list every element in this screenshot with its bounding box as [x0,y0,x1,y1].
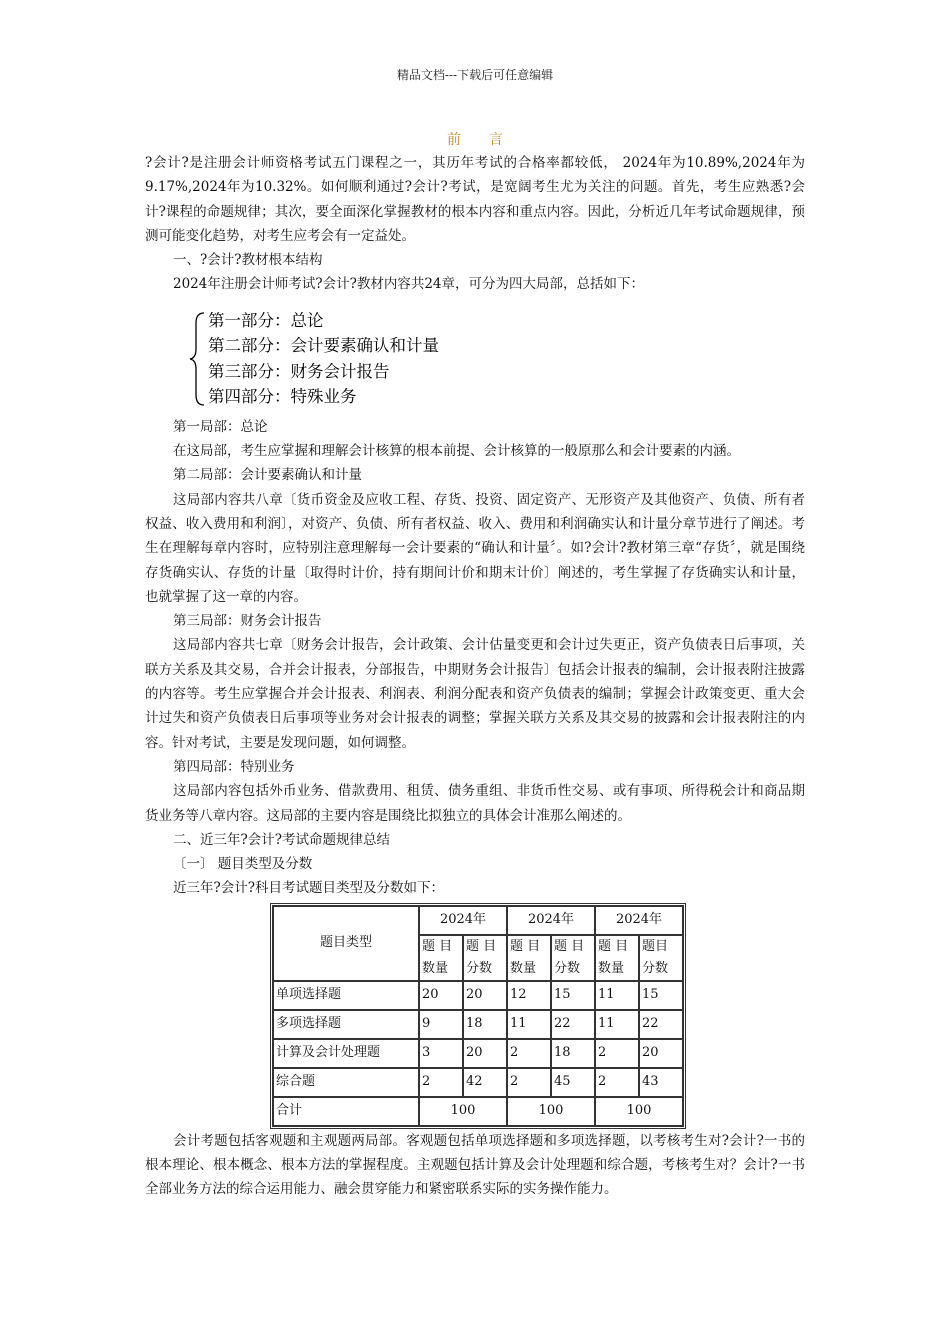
part-4-label: 第四部分：特殊业务 [208,387,357,407]
row-label: 单项选择题 [273,981,419,1010]
part-1-paragraph: 在这局部，考生应掌握和理解会计核算的根本前提、会计核算的一般原那么和会计要素的内涵。 [173,443,740,460]
closing-paragraph: 会计考题包括客观题和主观题两局部。客观题包括单项选择题和多项选择题，以考核考生对?会计?一书的根本理论、根本概念、根本方法的掌握程度。主观题包括计算及会计处理题和综合题，考核考生对？会计?一书全部业务方法的综合运用能力、融会贯穿能力和紧密联系实际的实务操作能力。 [145,1132,805,1198]
part-3-paragraph: 这局部内容共七章〔财务会计报告，会计政策、会计估量变更和会计过失更正，资产负债表日后事项，关联方关系及其交易，合并会计报表，分部报告，中期财务会计报告〕包括会计报表的编制，会计报表附注披露的内容等。考生应掌握合并会计报表、利润表、利润分配表和资产负债表的编制；掌握会计政策变更、重大会计过失和资产负债表日后事项等业务对会计报表的调整；掌握关联方关系及其交易的披露和会计报表附注的内容。针对考试，主要是发现问题，如何调整。 [145,637,805,751]
part-3-heading: 第三局部：财务会计报告 [173,613,322,630]
table-subheader: 题 目数量 [595,935,639,981]
brace-icon [188,311,206,407]
table-row [273,981,683,1010]
table-cell: 15 [551,981,595,1010]
table-header-year: 2024年 [419,906,507,935]
table-cell: 11 [507,1010,551,1039]
table-cell: 15 [639,981,683,1010]
table-intro: 近三年?会计?科目考试题目类型及分数如下： [173,880,444,897]
table-cell: 43 [639,1068,683,1097]
table-subheader: 题 目分数 [463,935,507,981]
total-cell: 100 [419,1097,507,1126]
table-cell: 12 [507,981,551,1010]
table-header-year: 2024年 [595,906,683,935]
part-2-heading: 第二局部：会计要素确认和计量 [173,467,362,484]
question-type-table [270,903,686,1129]
part-1-heading: 第一局部：总论 [173,418,268,435]
table-cell: 20 [463,981,507,1010]
table-subheader: 题 目分数 [551,935,595,981]
table-cell: 18 [463,1010,507,1039]
section-1-intro: 2024年注册会计师考试?会计?教材内容共24章，可分为四大局部，总括如下： [173,276,645,293]
part-1-label: 第一部分：总论 [208,310,324,330]
table-subheader: 题 目数量 [507,935,551,981]
row-label: 综合题 [273,1068,419,1097]
part-2-label: 第二部分：会计要素确认和计量 [208,336,439,356]
table-cell: 11 [595,1010,639,1039]
total-cell: 100 [595,1097,683,1126]
table-cell: 18 [551,1039,595,1068]
table-header-year: 2024年 [507,906,595,935]
table-row [273,1039,683,1068]
table-cell: 45 [551,1068,595,1097]
part-4-heading: 第四局部：特别业务 [173,758,295,775]
total-label: 合计 [273,1097,419,1126]
part-2-paragraph: 这局部内容共八章〔货币资金及应收工程、存货、投资、固定资产、无形资产及其他资产、负债、所有者权益、收入费用和利润〕，对资产、负债、所有者权益、收入、费用和利润确实认和计量分章节进行了阐述。考生在理解每章内容时，应特别注意理解每一会计要素的“确认和计量〞。如?会计?教材第三章“存货〞，就是围绕存货确实认、存货的计量〔取得时计价，持有期间计价和期末计价〕阐述的，考生掌握了存货确实认和计量，也就掌握了这一章的内容。 [145,491,805,605]
page-header: 精品文档---下载后可任意编辑 [396,68,554,82]
table-cell: 20 [419,981,463,1010]
table-cell: 22 [551,1010,595,1039]
total-cell: 100 [507,1097,595,1126]
table-cell: 22 [639,1010,683,1039]
row-label: 多项选择题 [273,1010,419,1039]
table-cell: 2 [595,1039,639,1068]
table-row [273,1010,683,1039]
table-cell: 42 [463,1068,507,1097]
table-cell: 20 [463,1039,507,1068]
intro-paragraph: ?会计?是注册会计师资格考试五门课程之一，其历年考试的合格率都较低， 2024年为10.89%,2024年为9.17%,2024年为10.32%。如何顺利通过?会计?考试，是宽阔考生尤为关注的问题。首先，考生应熟悉?会计?课程的命题规律；其次，要全面深化掌握教材的根本内容和重点内容。因此，分析近几年考试命题规律，预测可能变化趋势，对考生应考会有一定益处。 [145,155,805,244]
row-label: 计算及会计处理题 [273,1039,419,1068]
table-subheader: 题 目数量 [419,935,463,981]
table-row [273,1068,683,1097]
table-total-row [273,1097,683,1126]
subsection-1-heading: 〔一〕 题目类型及分数 [173,856,313,873]
table-subheader: 题目分数 [639,935,683,981]
parts-figure [188,305,805,415]
table-cell: 2 [507,1068,551,1097]
table-header-type: 题目类型 [273,906,419,981]
section-1-heading: 一、?会计?教材根本结构 [173,252,323,269]
table-cell: 20 [639,1039,683,1068]
part-4-paragraph: 这局部内容包括外币业务、借款费用、租赁、债务重组、非货币性交易、或有事项、所得税会计和商品期货业务等八章内容。这局部的主要内容是围绕比拟独立的具体会计准那么阐述的。 [145,783,805,824]
table-cell: 3 [419,1039,463,1068]
section-2-heading: 二、近三年?会计?考试命题规律总结 [173,831,390,848]
table-cell: 11 [595,981,639,1010]
document-body [145,151,805,1202]
table-cell: 2 [507,1039,551,1068]
table-cell: 2 [419,1068,463,1097]
page-title: 前言 [447,132,531,148]
table-cell: 2 [595,1068,639,1097]
table-cell: 9 [419,1010,463,1039]
part-3-label: 第三部分：财务会计报告 [208,361,390,381]
